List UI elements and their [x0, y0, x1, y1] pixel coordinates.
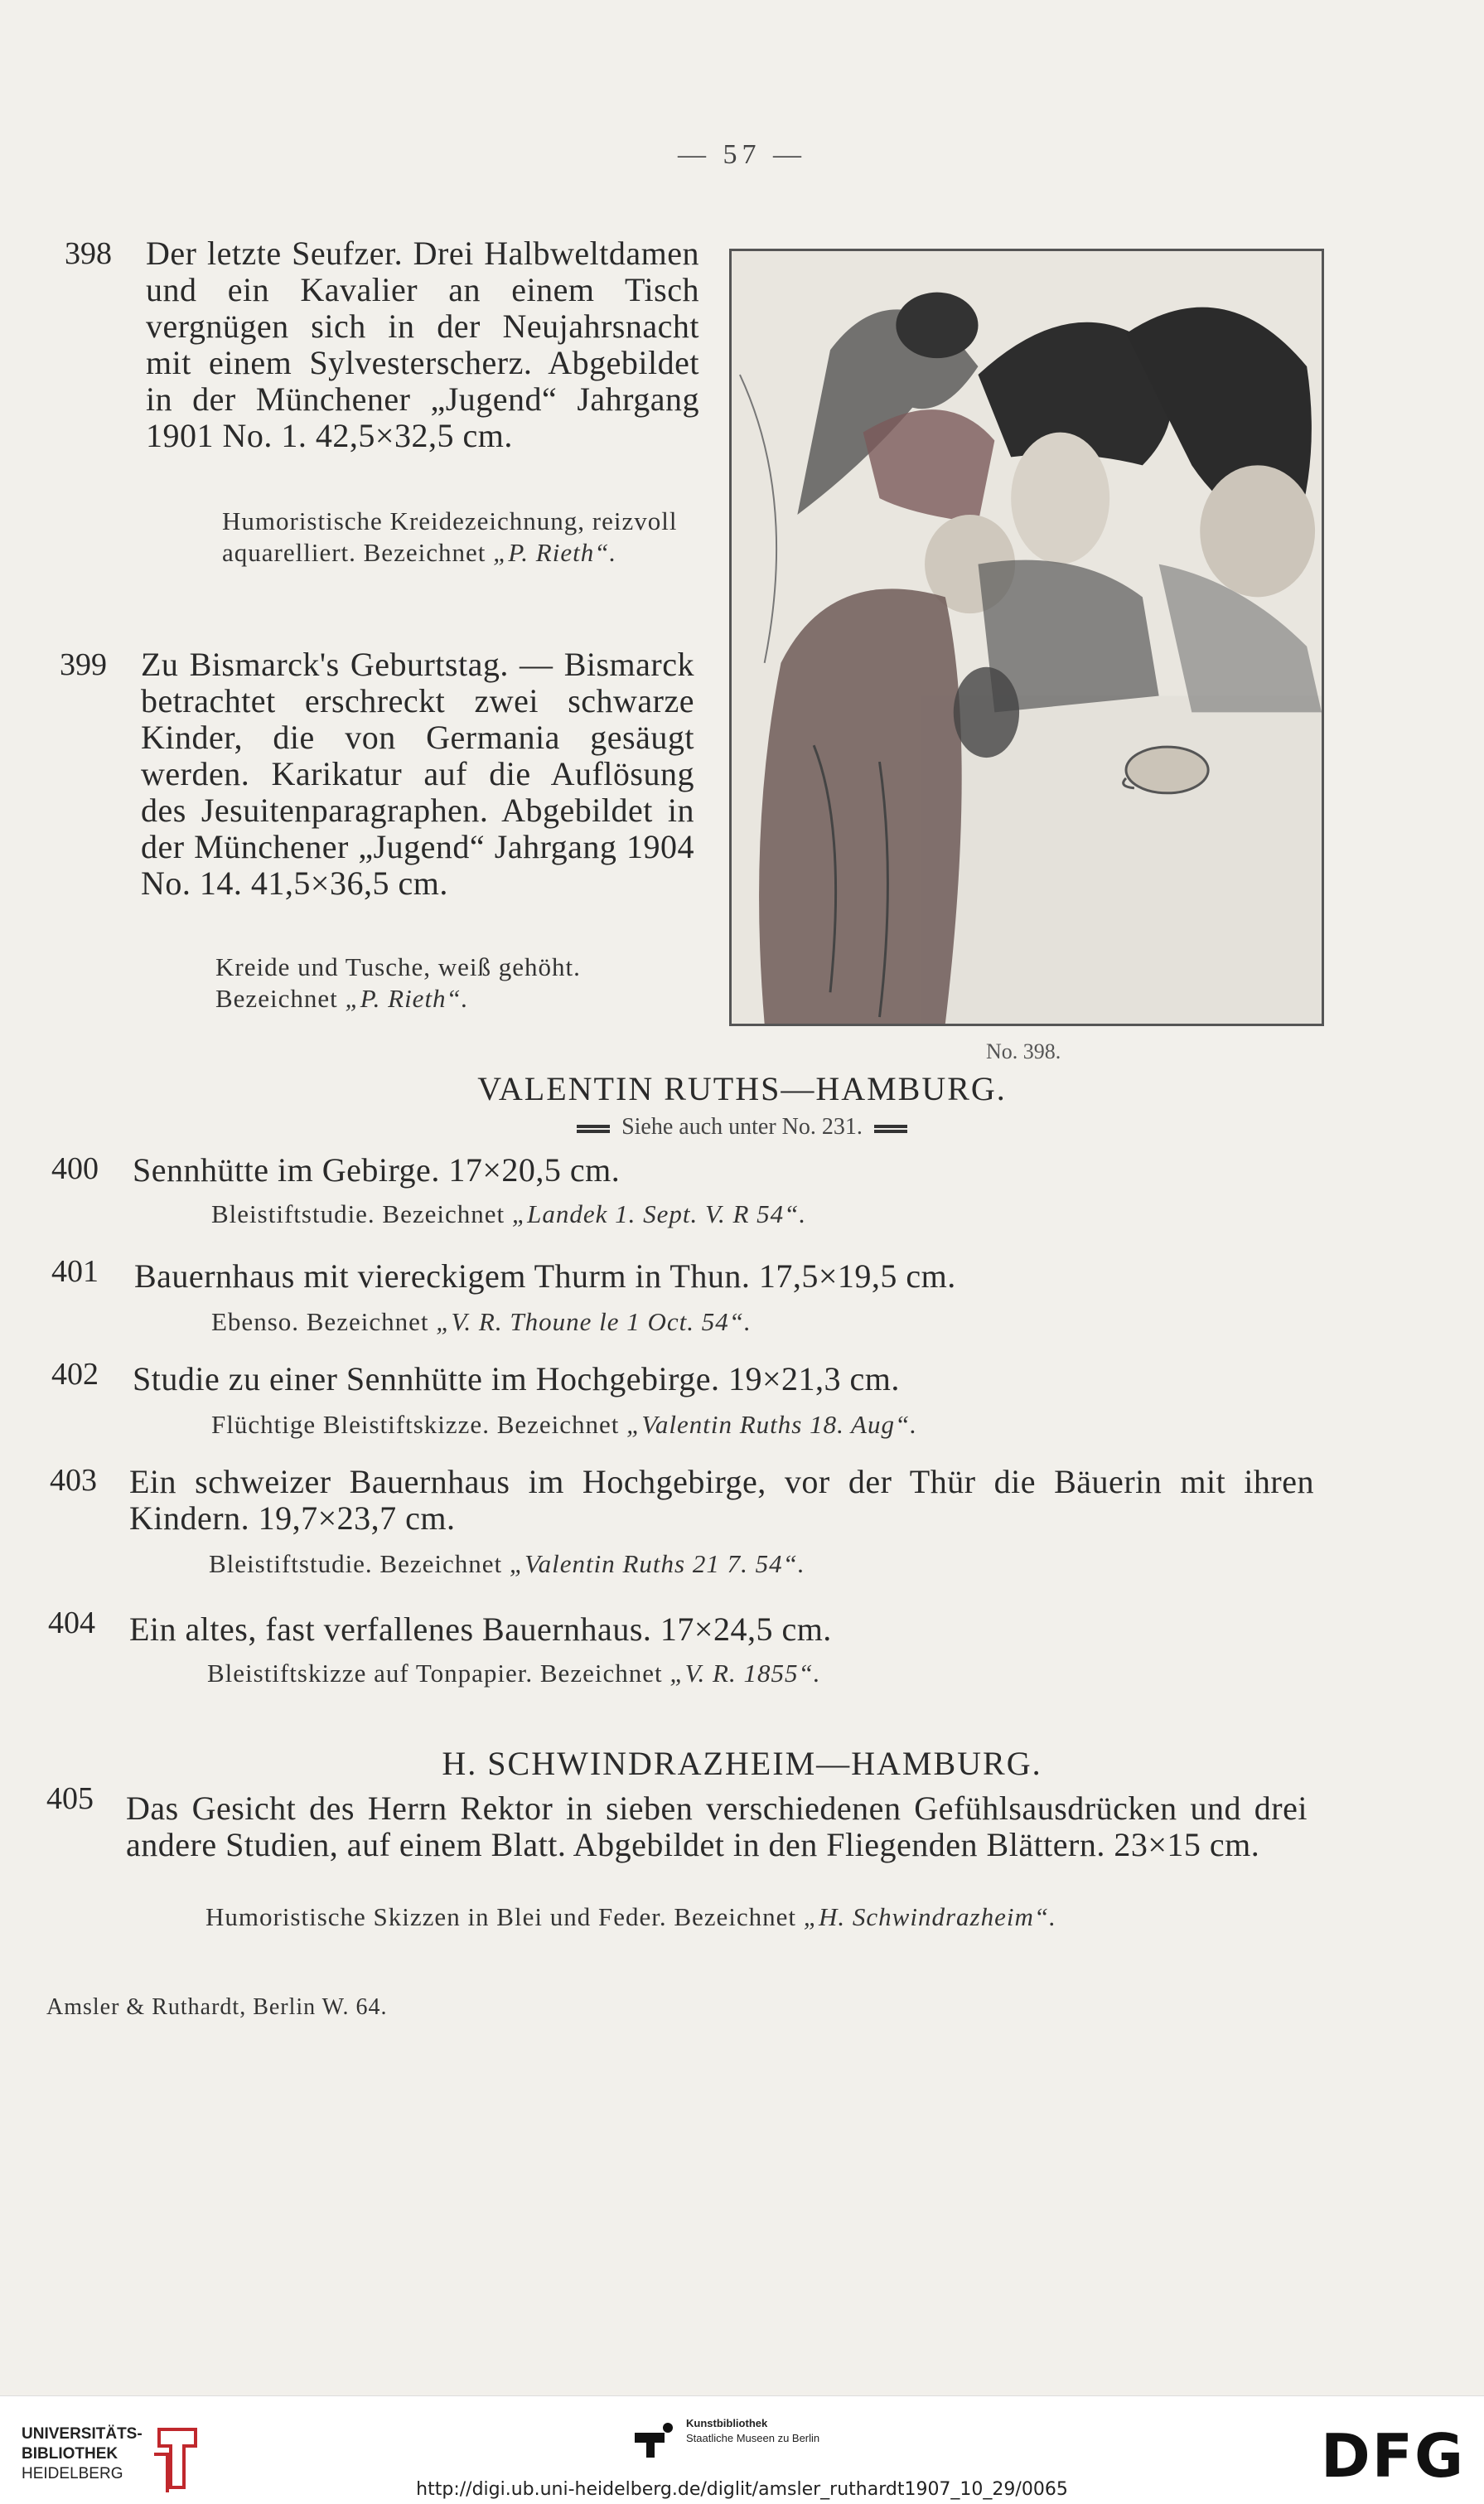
- lot-note-text: Bleistiftstudie. Bezeichnet: [211, 1199, 505, 1228]
- lot-number: 404: [48, 1606, 95, 1640]
- lot-note: [207, 1658, 1317, 1689]
- lot-number: 399: [60, 647, 107, 682]
- lot-number: 401: [51, 1254, 99, 1289]
- lot-title: Bauernhaus mit viereckigem Thurm in Thun. 17,5×19,5 cm.: [134, 1257, 956, 1295]
- figure-caption: No. 398.: [986, 1039, 1061, 1063]
- lot-note: [209, 1548, 1319, 1580]
- ub-logo-line3: HEIDELBERG: [22, 2465, 123, 2482]
- lot-note: [211, 1306, 1288, 1338]
- lot-number: 398: [65, 236, 112, 271]
- ub-heidelberg-logo[interactable]: [22, 2424, 143, 2484]
- kunstbibliothek-logo[interactable]: [631, 2416, 819, 2446]
- lot-title: Sennhütte im Gebirge. 17×20,5 cm.: [133, 1151, 621, 1189]
- lot-number: 403: [50, 1463, 97, 1498]
- lot-title: Ein altes, fast verfallenes Bauernhaus. 17×24,5 cm.: [129, 1610, 832, 1648]
- lot-signature: „P. Rieth“.: [493, 538, 617, 567]
- lot-signature: „H. Schwindrazheim“.: [803, 1902, 1056, 1931]
- lot-note-text: Humoristische Skizzen in Blei und Feder. Bezeichnet: [205, 1902, 797, 1931]
- ub-logo-line2: BIBLIOTHEK: [22, 2445, 118, 2463]
- lot-number: 402: [51, 1357, 99, 1392]
- lot-note: [205, 1901, 1299, 1933]
- kunstbibliothek-name: Kunstbibliothek: [686, 2417, 768, 2429]
- drawing-image: [732, 251, 1322, 1024]
- lot-note-text: Ebenso. Bezeichnet: [211, 1307, 429, 1336]
- lot-signature: „Landek 1. Sept. V. R 54“.: [511, 1199, 807, 1228]
- lot-note-text: Humoristische Kreidezeichnung, reizvoll aquarelliert. Bezeichnet: [222, 506, 678, 567]
- lot-note-text: Flüchtige Bleistiftskizze. Bezeichnet: [211, 1410, 620, 1439]
- lot-note-text: Bleistiftstudie. Bezeichnet: [209, 1549, 503, 1578]
- lot-title: Ein schweizer Bauernhaus im Hochgebirge, vor der Thür die Bäuerin mit ihren Kindern. 19,7×23,7 cm.: [129, 1463, 1314, 1537]
- footer-bar: [0, 2395, 1484, 2504]
- lot-note: [222, 506, 699, 569]
- kunstbibliothek-subtitle: Staatliche Museen zu Berlin: [686, 2432, 820, 2444]
- section-heading-schwindrazheim: H. SCHWINDRAZHEIM—HAMBURG.: [442, 1745, 1042, 1782]
- lot-note-text: Kreide und Tusche, weiß gehöht. Bezeichnet: [215, 952, 581, 1013]
- publisher-imprint: Amsler & Ruthardt, Berlin W. 64.: [46, 1994, 388, 2020]
- dfg-logo[interactable]: DFG: [1321, 2421, 1466, 2491]
- page-number: — 57 —: [678, 139, 806, 170]
- lot-number: 400: [51, 1151, 99, 1186]
- lot-signature: „V. R. 1855“.: [669, 1659, 821, 1688]
- permalink-url[interactable]: http://digi.ub.uni-heidelberg.de/diglit/amsler_ruthardt1907_10_29/0065: [416, 2479, 1068, 2500]
- lot-note: [211, 1409, 1330, 1441]
- section-subheading-ruths: [0, 1114, 1484, 1141]
- lot-note-text: Bleistiftskizze auf Tonpapier. Bezeichnet: [207, 1659, 663, 1688]
- double-rule-left: [577, 1125, 610, 1133]
- double-rule-right: [874, 1125, 907, 1133]
- lot-signature: „P. Rieth“.: [345, 984, 469, 1013]
- see-also-note: Siehe auch unter No. 231.: [621, 1114, 863, 1140]
- ub-logo-line1: UNIVERSITÄTS-: [22, 2425, 143, 2443]
- lot-signature: „Valentin Ruths 21 7. 54“.: [509, 1549, 805, 1578]
- lot-number: 405: [46, 1781, 94, 1816]
- section-heading-ruths: VALENTIN RUTHS—HAMBURG.: [477, 1070, 1007, 1107]
- lot-title: Zu Bismarck's Geburtstag. — Bismarck betrachtet erschreckt zwei schwarze Kinder, die von Germania gesäugt werden. Karikatur auf die Auflösung des Jesuitenparagraphen. Abgebildet in der Münchener „Jugend“ Jahrgang 1904 No. 14. 41,5×36,5 cm.: [141, 646, 694, 902]
- illustration-no-398: [729, 249, 1324, 1026]
- lot-title: Das Gesicht des Herrn Rektor in sieben verschiedenen Gefühlsausdrücken und drei andere Studien, auf einem Blatt. Abgebildet in den Fliegenden Blättern. 23×15 cm.: [126, 1790, 1308, 1863]
- lot-signature: „V. R. Thoune le 1 Oct. 54“.: [436, 1307, 752, 1336]
- lot-title: Der letzte Seufzer. Drei Halbweltdamen und ein Kavalier an einem Tisch vergnügen sich in der Neujahrsnacht mit einem Sylvesterscherz. Abgebildet in der Münchener „Jugend“ Jahrgang 1901 No. 1. 42,5×32,5 cm.: [146, 235, 699, 454]
- lot-note: [211, 1199, 1288, 1230]
- kunstbibliothek-mark-icon: [631, 2416, 676, 2461]
- lot-title: Studie zu einer Sennhütte im Hochgebirge. 19×21,3 cm.: [133, 1360, 900, 1397]
- lot-signature: „Valentin Ruths 18. Aug“.: [626, 1410, 917, 1439]
- lot-note: [215, 952, 696, 1015]
